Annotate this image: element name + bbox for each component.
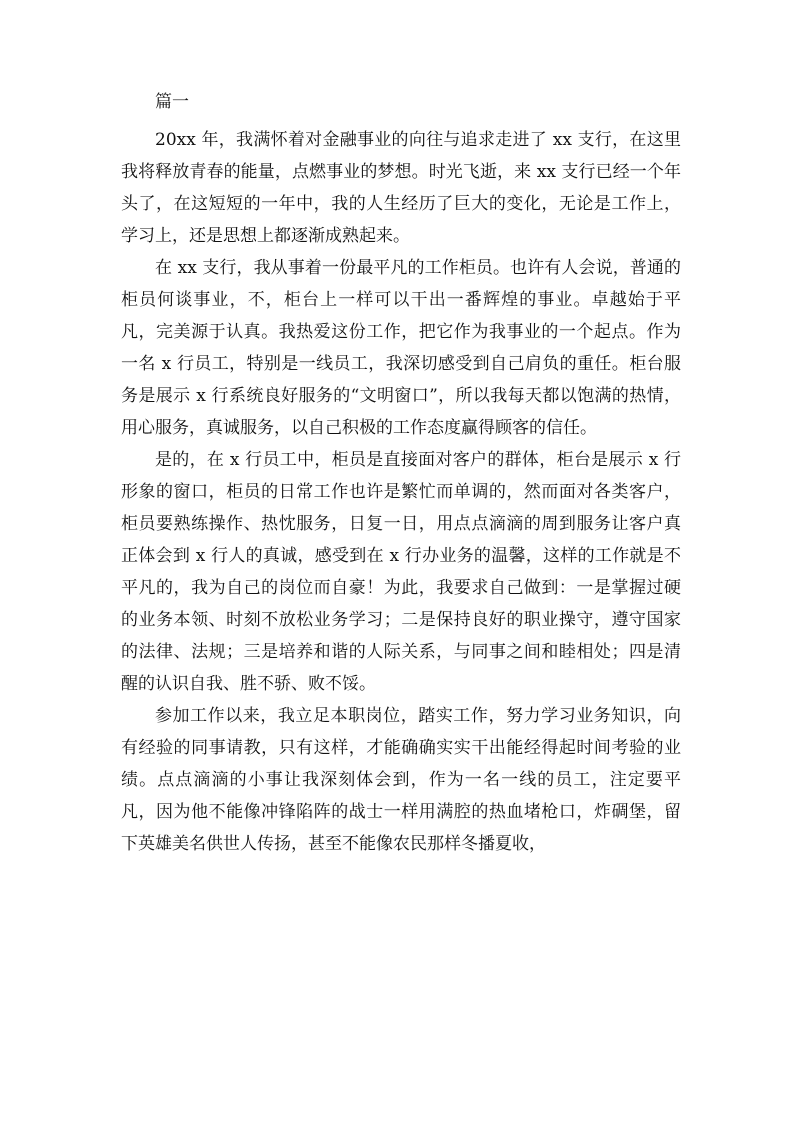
paragraph-1: 20xx 年，我满怀着对金融事业的向往与追求走进了 xx 支行，在这里我将释放青春的能量，点燃事业的梦想。时光飞逝，来 xx 支行已经一个年头了，在这短短的一年中，我的人生经历了巨大的变化，无论是工作上，学习上，还是思想上都逐渐成熟起来。 xyxy=(121,130,681,246)
section-heading: 篇一 xyxy=(155,92,189,112)
document-body xyxy=(121,86,681,860)
paragraph-4: 参加工作以来，我立足本职岗位，踏实工作，努力学习业务知识，向有经验的同事请教，只有这样，才能确确实实干出能经得起时间考验的业绩。点点滴滴的小事让我深刻体会到，作为一名一线的员工，注定要平凡，因为他不能像冲锋陷阵的战士一样用满腔的热血堵枪口，炸碉堡，留下英雄美名供世人传扬，甚至不能像农民那样冬播夏收， xyxy=(121,706,681,854)
paragraph-2: 在 xx 支行，我从事着一份最平凡的工作柜员。也许有人会说，普通的柜员何谈事业，不，柜台上一样可以干出一番辉煌的事业。卓越始于平凡，完美源于认真。我热爱这份工作，把它作为我事业的一个起点。作为一名 x 行员工，特别是一线员工，我深切感受到自己肩负的重任。柜台服务是展示 x 行系统良好服务的“文明窗口”，所以我每天都以饱满的热情，用心服务，真诚服务，以自己积极的工作态度赢得顾客的信任。 xyxy=(121,258,681,438)
paragraph-3: 是的，在 x 行员工中，柜员是直接面对客户的群体，柜台是展示 x 行形象的窗口，柜员的日常工作也许是繁忙而单调的，然而面对各类客户，柜员要熟练操作、热忱服务，日复一日，用点点滴滴的周到服务让客户真正体会到 x 行人的真诚，感受到在 x 行办业务的温馨，这样的工作就是不平凡的，我为自己的岗位而自豪！为此，我要求自己做到：一是掌握过硬的业务本领、时刻不放松业务学习；二是保持良好的职业操守，遵守国家的法律、法规；三是培养和谐的人际关系，与同事之间和睦相处；四是清醒的认识自我、胜不骄、败不馁。 xyxy=(121,450,681,694)
